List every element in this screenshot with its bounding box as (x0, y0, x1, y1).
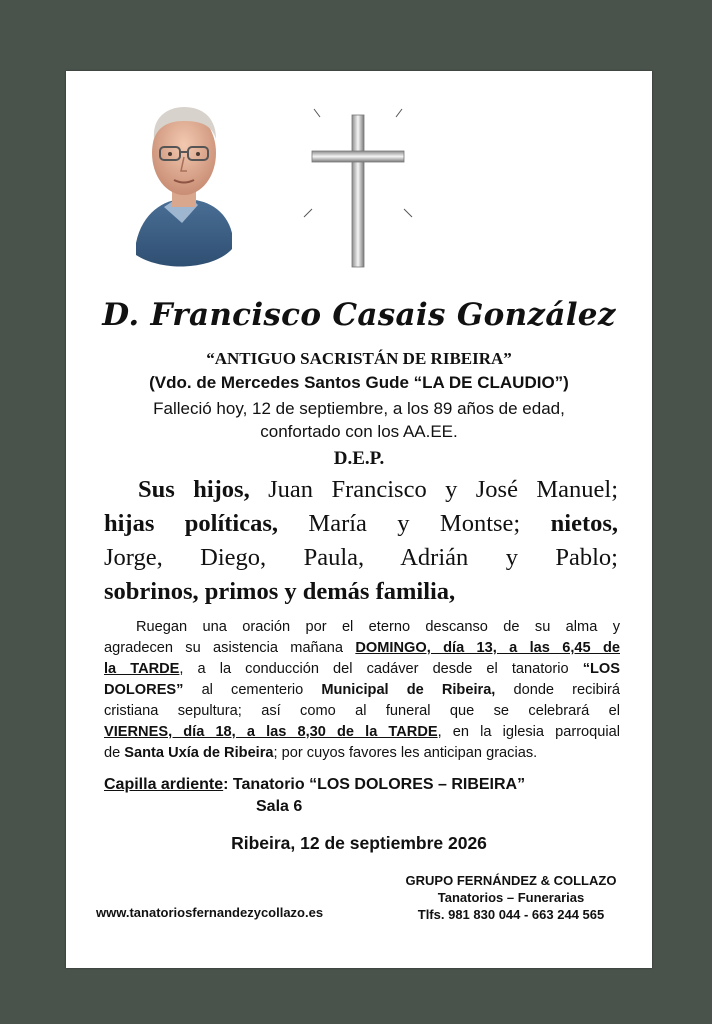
family-line-3: Jorge, Diego, Paula, Adrián y Pablo; (104, 544, 618, 571)
chapel-venue: : Tanatorio “LOS DOLORES – RIBEIRA” (223, 776, 526, 793)
family-list (104, 473, 618, 609)
company-type: Tanatorios – Funerarias (437, 890, 585, 905)
prayer-text-3b: , a la conducción del cadáver desde el tanatorio (179, 661, 583, 677)
obituary-card (66, 71, 652, 968)
nietos-label: nietos, (550, 510, 619, 537)
prayer-line-1 (104, 617, 620, 638)
prayer-text-6b: , en la iglesia parroquial (437, 724, 621, 740)
other-family: sobrinos, primos y demás familia, (104, 578, 456, 605)
prayer-text-7c: ; por cuyos favores les anticipan gracias. (273, 745, 538, 761)
company-website[interactable]: www.tanatoriosfernandezycollazo.es (96, 905, 324, 920)
chapel-label: Capilla ardiente (104, 776, 224, 793)
deceased-nickname: “ANTIGUO SACRISTÁN DE RIBEIRA” (206, 349, 512, 368)
company-phones: Tlfs. 981 830 044 - 663 244 565 (417, 907, 605, 922)
company-name: GRUPO FERNÁNDEZ & COLLAZO (405, 873, 617, 888)
prayer-line-4 (104, 680, 620, 701)
chapel-room: Sala 6 (256, 798, 303, 815)
prayer-line-3 (104, 659, 620, 680)
deceased-name: D. Francisco Casais González (102, 297, 616, 333)
family-line-1 (104, 473, 618, 507)
chapel-info (104, 774, 620, 818)
hijas-label: hijas políticas, (104, 510, 279, 537)
prayer-text-4b: al cementerio (183, 682, 322, 698)
prayer-text-1: Ruegan una oración por el eterno descanso de su alma y (136, 619, 620, 635)
mass-date: VIERNES, día 18, a las 8,30 de la TARDE (104, 724, 438, 740)
cross-icon (302, 107, 414, 273)
dep-heading: D.E.P. (333, 448, 385, 469)
passing-line-1: Falleció hoy, 12 de septiembre, a los 89 años de edad, (153, 399, 565, 418)
funeral-home-name-2: DOLORES” (104, 682, 184, 698)
passing-notice (106, 397, 612, 443)
burial-time: la TARDE (104, 661, 180, 677)
hijas-names: María y Montse; (308, 510, 521, 537)
burial-date: DOMINGO, día 13, a las 6,45 de (355, 640, 620, 656)
cemetery-name: Municipal de Ribeira, (321, 682, 496, 698)
prayer-line-2 (104, 638, 620, 659)
prayer-text-4d: donde recibirá (495, 682, 621, 698)
family-line-2 (104, 507, 618, 541)
funeral-home-name-1: “LOS (582, 661, 620, 677)
place-date: Ribeira, 12 de septiembre 2026 (231, 833, 487, 853)
church-name: Santa Uxía de Ribeira (124, 745, 274, 761)
hijos-label: Sus hijos, (138, 476, 250, 503)
prayer-line-6 (104, 722, 620, 743)
passing-line-2: confortado con los AA.EE. (260, 422, 458, 441)
prayer-text-2a: agradecen su asistencia mañana (104, 640, 356, 656)
portrait-photo (134, 95, 234, 271)
hijos-names: Juan Francisco y José Manuel; (268, 476, 619, 503)
prayer-line-5: cristiana sepultura; así como al funeral que se celebrará el (104, 703, 620, 719)
prayer-text-7a: de (104, 745, 125, 761)
company-block (388, 872, 634, 923)
family-line-4 (104, 575, 618, 609)
prayer-line-7 (104, 743, 620, 764)
prayer-paragraph (104, 617, 620, 764)
widower-line: (Vdo. de Mercedes Santos Gude “LA DE CLAUDIO”) (149, 373, 569, 392)
